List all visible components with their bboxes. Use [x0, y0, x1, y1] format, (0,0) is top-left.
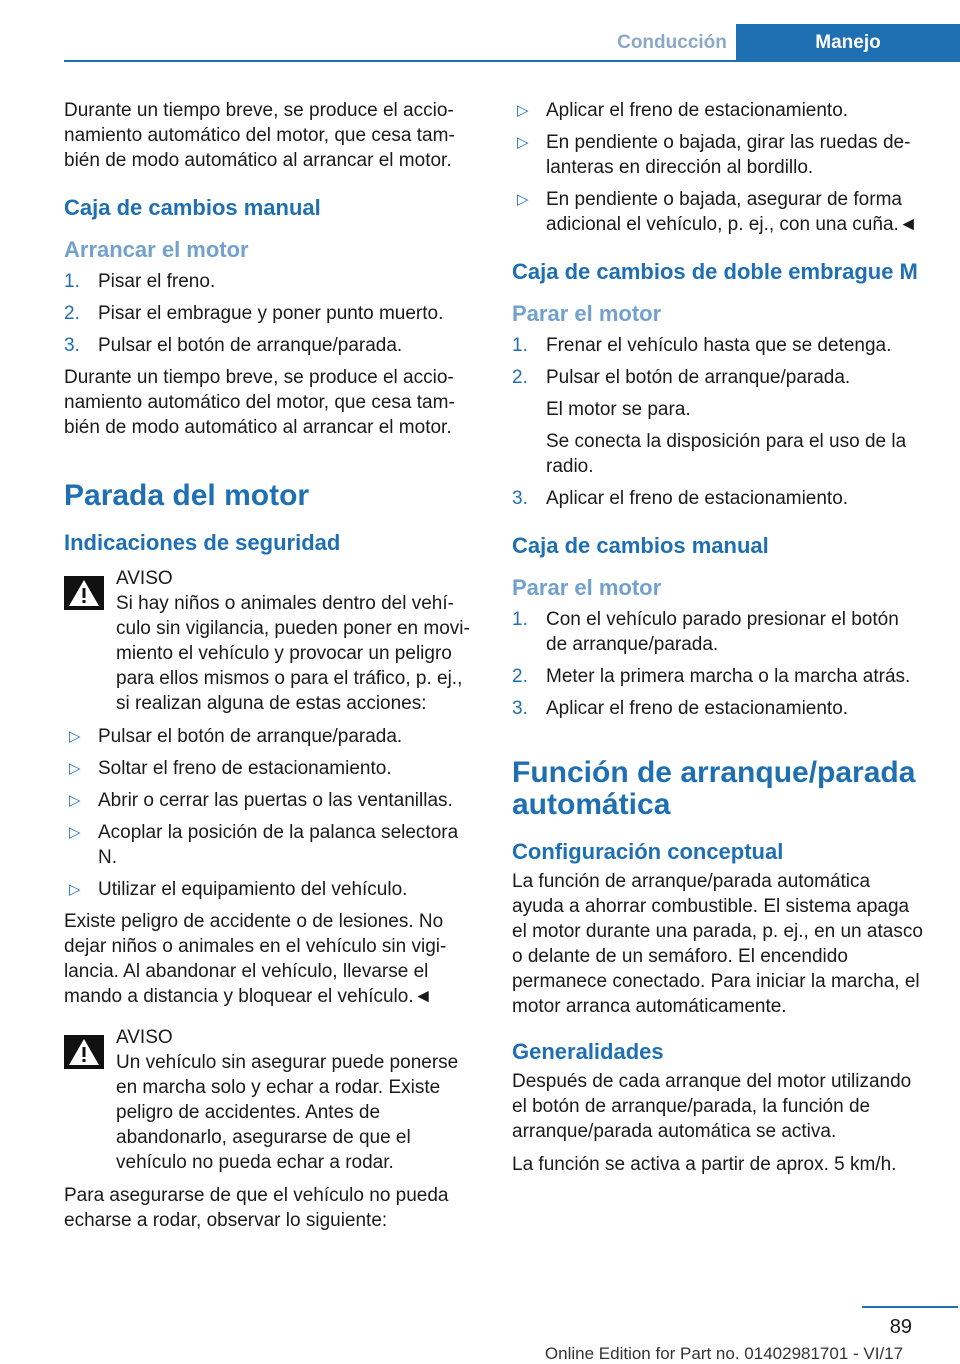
paragraph: Después de cada arranque del motor utilizando el botón de arranque/parada, la función de arranque/parada automática se activa.: [512, 1071, 912, 1142]
page-header: [64, 24, 960, 62]
heading-doble-embrague: Caja de cambios de doble embrague M: [512, 259, 918, 284]
list-item: ▷ Soltar el freno de estacionamiento.: [69, 758, 392, 779]
heading-indicaciones-seguridad: Indicaciones de seguridad: [64, 530, 341, 555]
bullet-triangle-icon: ▷: [69, 881, 81, 898]
bullet-triangle-icon: ▷: [69, 824, 81, 841]
bullet-triangle-icon: ▷: [69, 728, 81, 745]
paragraph: Durante un tiempo breve, se produce el accionamiento automático del motor, que cesa también de modo automático al arrancar el motor.: [64, 367, 455, 438]
steps-list: [64, 269, 476, 358]
heading-parada-motor: Parada del motor: [64, 479, 310, 512]
header-divider: [64, 60, 960, 62]
heading-funcion-arranque-parada: Función de arranque/parada automática: [512, 756, 916, 821]
edition-footer: Online Edition for Part no. 01402981701 - VI/17: [544, 1344, 904, 1363]
paragraph: Para asegurarse de que el vehículo no pueda echarse a rodar, observar lo siguiente:: [64, 1185, 449, 1231]
bullet-triangle-icon: ▷: [69, 792, 81, 809]
warning-text: Un vehículo sin asegurar puede ponerse en marcha solo y echar a rodar. Existe peligro de accidentes. Antes de abandonarlo, asegurarse de que el vehículo no pueda echar a rodar.: [116, 1052, 459, 1173]
list-item: 1. Frenar el vehículo hasta que se detenga.: [512, 335, 892, 356]
page-number: 89: [889, 1316, 912, 1338]
heading-parar-motor: Parar el motor: [512, 575, 662, 600]
step-note: El motor se para.: [546, 399, 691, 420]
list-item: ▷ Aplicar el freno de estacionamiento.: [517, 100, 849, 121]
list-item: ▷ En pendiente o bajada, girar las ruedas delanteras en dirección al bordillo.: [517, 132, 911, 178]
bullet-triangle-icon: ▷: [517, 191, 529, 208]
warning-actions-list: [64, 724, 476, 902]
list-item: 3. Aplicar el freno de estacionamiento.: [512, 488, 849, 509]
right-column: [512, 98, 924, 1185]
bullet-triangle-icon: ▷: [517, 102, 529, 119]
list-item: 2. Meter la primera marcha o la marcha atrás.: [512, 666, 911, 687]
heading-arrancar-motor: Arrancar el motor: [64, 237, 249, 262]
warning-triangle-icon: [64, 1035, 104, 1069]
warning-block: [64, 566, 476, 716]
warning-triangle-icon: [64, 576, 104, 610]
list-item: ▷ Pulsar el botón de arranque/parada.: [69, 726, 403, 747]
steps-list: [512, 607, 924, 721]
warning-text: Si hay niños o animales dentro del vehículo sin vigilancia, pueden poner en movimiento el vehículo y provocar un peligro para ellos mismos o para el tráfico, p. ej., si realizan alguna de estas acciones:: [116, 593, 470, 714]
steps-list: [512, 333, 924, 390]
footer-divider: [862, 1306, 958, 1308]
list-item: ▷ Acoplar la posición de la palanca selectora N.: [69, 822, 459, 868]
heading-configuracion: Configuración conceptual: [512, 839, 784, 864]
tab-conduccion[interactable]: Conducción: [617, 32, 727, 53]
left-column: [64, 98, 476, 1241]
list-item: ▷ Abrir o cerrar las puertas o las ventanillas.: [69, 790, 453, 811]
warning-title: AVISO: [116, 568, 173, 589]
bullet-triangle-icon: ▷: [69, 760, 81, 777]
list-item: 3. Pulsar el botón de arranque/parada.: [64, 335, 403, 356]
heading-caja-manual: Caja de cambios manual: [64, 195, 321, 220]
paragraph: La función se activa a partir de aprox. 5 km/h.: [512, 1154, 897, 1175]
paragraph: Durante un tiempo breve, se produce el accionamiento automático del motor, que cesa también de modo automático al arrancar el motor.: [64, 100, 455, 171]
paragraph: La función de arranque/parada automática ayuda a ahorrar combustible. El sistema apaga el motor durante una parada, p. ej., en un atasco o delante de un semáforo. El encendido permanece conectado. Para iniciar la marcha, el motor arranca automáticamente.: [512, 871, 923, 1017]
list-item: ▷ Utilizar el equipamiento del vehículo.: [69, 879, 408, 900]
heading-parar-motor: Parar el motor: [512, 301, 662, 326]
heading-caja-manual: Caja de cambios manual: [512, 533, 769, 558]
bullet-triangle-icon: ▷: [517, 134, 529, 151]
parking-list: [512, 98, 924, 237]
warning-block: [64, 1025, 476, 1175]
list-item: ▷ En pendiente o bajada, asegurar de forma adicional el vehículo, p. ej., con una cuña.◄: [517, 189, 918, 235]
list-item: 3. Aplicar el freno de estacionamiento.: [512, 698, 849, 719]
paragraph: Existe peligro de accidente o de lesiones. No dejar niños o animales en el vehículo sin vigilancia. Al abandonar el vehículo, llevarse el mando a distancia y bloquear el vehículo.◄: [64, 911, 447, 1007]
list-item: 1. Pisar el freno.: [64, 271, 216, 292]
tab-manejo[interactable]: Manejo: [736, 24, 960, 62]
list-item: 2. Pisar el embrague y poner punto muerto.: [64, 303, 444, 324]
step-note: Se conecta la disposición para el uso de la radio.: [546, 431, 907, 477]
heading-generalidades: Generalidades: [512, 1039, 664, 1064]
list-item: 1. Con el vehículo parado presionar el botón de arranque/parada.: [512, 609, 899, 655]
warning-title: AVISO: [116, 1027, 173, 1048]
steps-list: [512, 486, 924, 511]
list-item: 2. Pulsar el botón de arranque/parada.: [512, 367, 851, 388]
